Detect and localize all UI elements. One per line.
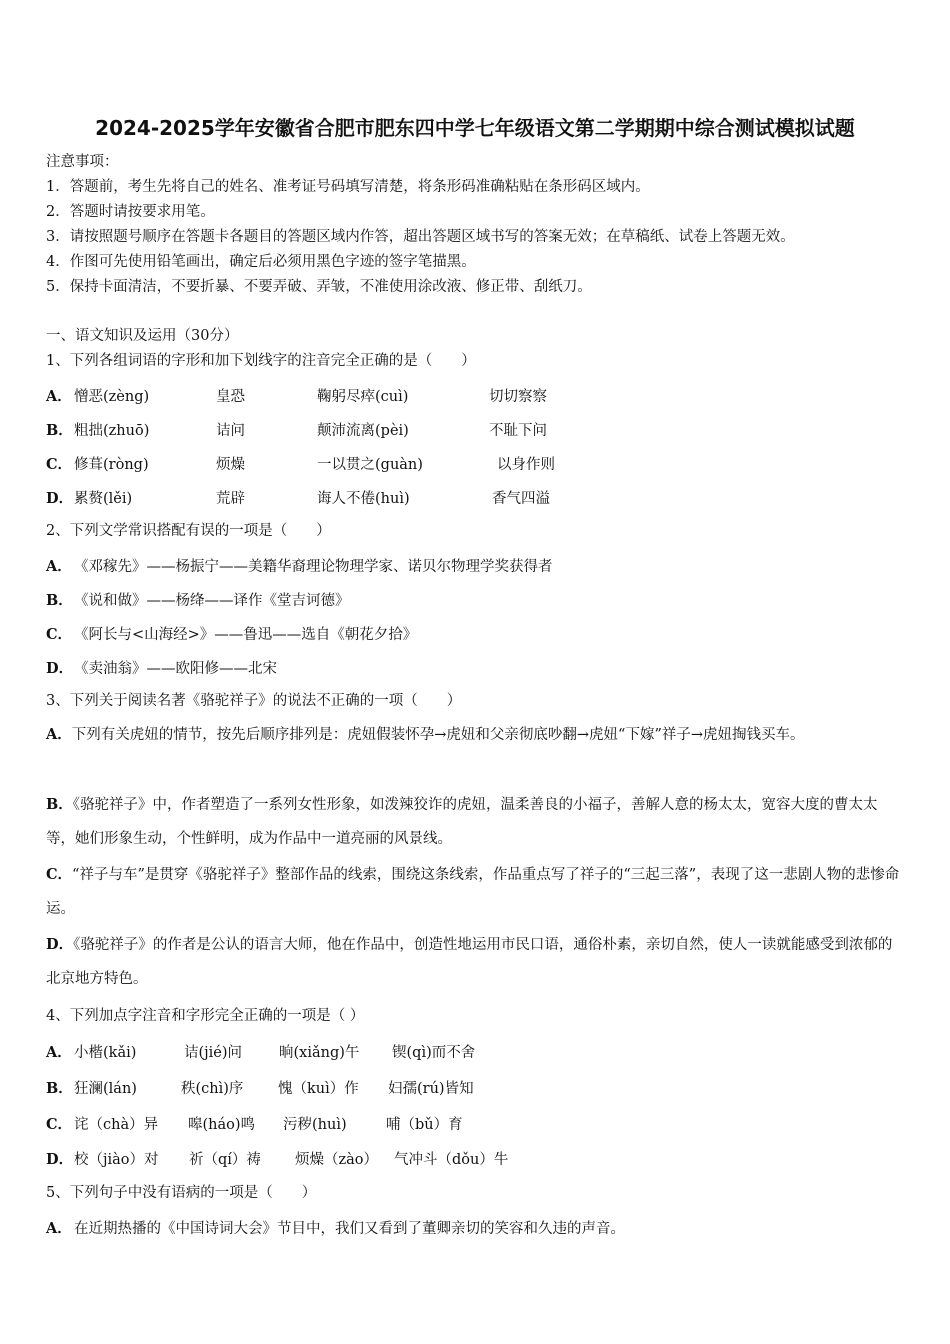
option-text: 下列有关虎妞的情节，按先后顺序排列是：虎妞假装怀孕→虎妞和父亲彻底吵翻→虎妞“下嫁”祥子→虎妞掏钱买车。 [71,727,805,743]
option-cell: 气冲斗（dǒu）牛 [394,1152,509,1168]
question-stem: 5、下列句子中没有语病的一项是（ ） [46,1185,317,1201]
option-cell: 累赘(lěi) [74,491,133,507]
option-text: 《卖油翁》——欧阳修——北宋 [74,661,277,677]
option-paragraph [46,858,906,926]
option-paragraph [46,788,906,856]
option-cell: 愧（kuì）作 [278,1081,359,1097]
option-cell: 以身作则 [497,457,555,473]
option-cell: 哺（bǔ）育 [386,1117,463,1133]
option-label: B． [46,422,73,439]
option-label: B． [46,1080,73,1097]
option-cell: 嗥(háo)鸣 [188,1117,256,1133]
option-cell: 憎恶(zèng) [74,389,150,405]
option-paragraph [46,928,906,996]
option-cell: 校（jiào）对 [74,1152,159,1168]
option-cell: 诘(jié)问 [184,1045,243,1061]
notice-item: 3．请按照题号顺序在答题卡各题目的答题区域内作答，超出答题区域书写的答案无效；在草稿纸、试卷上答题无效。 [46,229,795,245]
option-cell: 秩(chì)序 [181,1081,244,1097]
option-cell: 烦燥 [216,457,245,473]
option-cell: 粗拙(zhuō) [74,423,150,439]
option-cell: 荒辟 [216,491,245,507]
option-label: A． [46,388,72,405]
question-stem: 2、下列文学常识搭配有误的一项是（ ） [46,523,331,539]
option-paragraph [46,718,906,752]
question-stem: 3、下列关于阅读名著《骆驼祥子》的说法不正确的一项（ ） [46,693,462,709]
option-cell: 晌(xiǎng)午 [279,1045,360,1061]
option-cell: 锲(qì)而不舍 [392,1045,476,1061]
page-title: 2024-2025学年安徽省合肥市肥东四中学七年级语文第二学期期中综合测试模拟试题 [95,116,855,140]
option-label: C． [46,866,73,883]
notice-item: 1．答题前，考生先将自己的姓名、准考证号码填写清楚，将条形码准确粘贴在条形码区域内。 [46,179,650,195]
option-label: A． [46,1220,72,1237]
option-cell: 祈（qí）祷 [189,1152,261,1168]
option-label: C． [46,456,73,473]
option-text: 在近期热播的《中国诗词大会》节目中，我们又看到了董卿亲切的笑容和久违的声音。 [74,1221,625,1237]
option-cell: 皇恐 [216,389,245,405]
option-cell: 不耻下问 [489,423,547,439]
section-heading: 一、语文知识及运用（30分） [46,328,239,344]
option-label: D． [46,490,74,507]
notice-item: 4．作图可先使用铅笔画出，确定后必须用黑色字迹的签字笔描黑。 [46,254,476,270]
notice-item: 2．答题时请按要求用笔。 [46,204,215,220]
option-cell: 切切察察 [489,389,547,405]
option-cell: 小楷(kǎi) [74,1045,137,1061]
option-label: C． [46,1116,73,1133]
option-label: A． [46,558,72,575]
option-cell: 烦燥（zào） [295,1152,379,1168]
question-stem: 1、下列各组词语的字形和加下划线字的注音完全正确的是（ ） [46,353,476,369]
option-cell: 鞠躬尽瘁(cuì) [317,389,409,405]
option-cell: 诘问 [216,423,245,439]
option-text: 《阿长与<山海经>》——鲁迅——选自《朝花夕拾》 [74,627,418,643]
question-stem: 4、下列加点字注音和字形完全正确的一项是（ ） [46,1008,365,1024]
option-text: 《骆驼祥子》中，作者塑造了一系列女性形象，如泼辣狡诈的虎妞，温柔善良的小福子，善解人意的杨太太，宽容大度的曹太太等，她们形象生动，个性鲜明，成为作品中一道亮丽的风景线。 [46,797,878,847]
option-text: 《说和做》——杨绛——译作《堂吉诃德》 [74,593,350,609]
option-cell: 颠沛流离(pèi) [317,423,409,439]
option-label: A． [46,1044,72,1061]
option-label: D． [46,1151,74,1168]
option-cell: 修葺(ròng) [74,457,149,473]
option-label: D． [46,660,74,677]
option-cell: 诧（chà）异 [74,1117,159,1133]
option-cell: 香气四溢 [492,491,550,507]
option-label: B． [46,796,73,813]
option-text: 《骆驼祥子》的作者是公认的语言大师，他在作品中，创造性地运用市民口语，通俗朴素，亲切自然，使人一读就能感受到浓郁的北京地方特色。 [46,937,893,987]
option-text: 《邓稼先》——杨振宁——美籍华裔理论物理学家、诺贝尔物理学奖获得者 [74,559,553,575]
option-cell: 妇孺(rú)皆知 [388,1081,474,1097]
option-cell: 污秽(huì) [283,1117,347,1133]
option-text: “祥子与车”是贯穿《骆驼祥子》整部作品的线索，围绕这条线索，作品重点写了祥子的“三起三落”，表现了这一悲剧人物的悲惨命运。 [46,867,900,917]
option-label: C． [46,626,73,643]
option-label: A． [46,726,72,743]
option-cell: 狂澜(lán) [74,1081,137,1097]
option-cell: 诲人不倦(huì) [317,491,410,507]
notice-heading: 注意事项： [46,154,119,170]
option-label: D． [46,936,74,953]
option-cell: 一以贯之(guàn) [317,457,423,473]
notice-item: 5．保持卡面清洁，不要折暴、不要弄破、弄皱，不准使用涂改液、修正带、刮纸刀。 [46,279,592,295]
option-label: B． [46,592,73,609]
